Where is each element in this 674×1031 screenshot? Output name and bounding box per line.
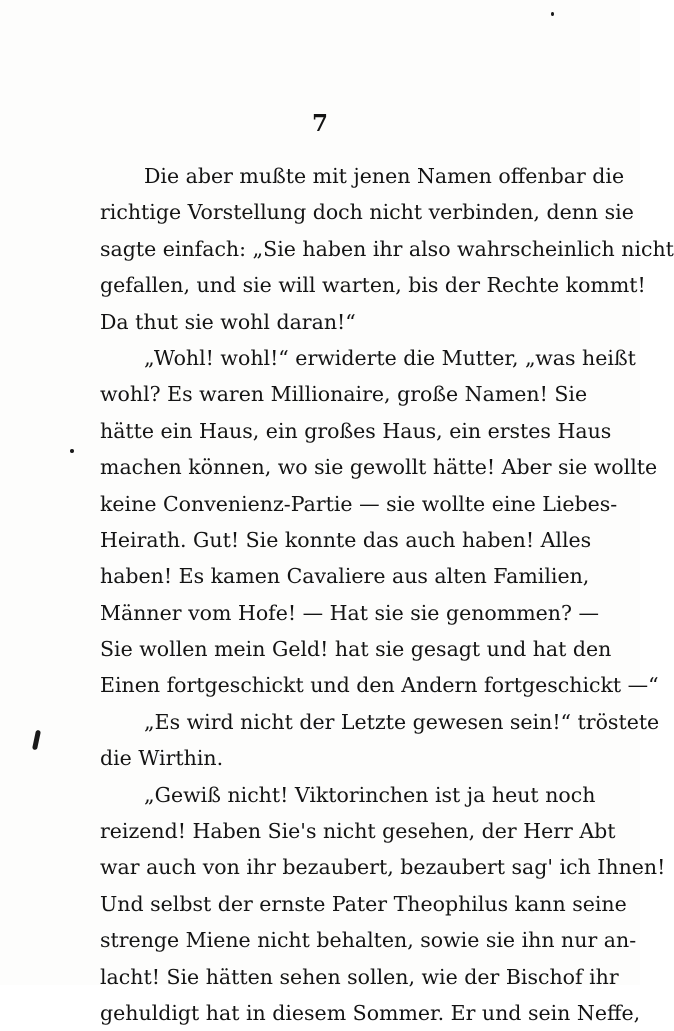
text-line: gehuldigt hat in diesem Sommer. Er und sein Neffe, — [100, 1000, 641, 1025]
text-line: wohl? Es waren Millionaire, große Namen! Sie — [100, 382, 588, 407]
ink-speck — [32, 730, 41, 751]
text-line: sagte einfach: „Sie haben ihr also wahrscheinlich nicht — [100, 236, 674, 261]
text-line: lacht! Sie hätten sehen sollen, wie der Bischof ihr — [100, 964, 619, 989]
text-line: Die aber mußte mit jenen Namen offenbar die — [144, 164, 625, 188]
text-line: hätte ein Haus, ein großes Haus, ein erstes Haus — [100, 418, 612, 443]
text-line: Heirath. Gut! Sie konnte das auch haben! Alles — [100, 527, 592, 552]
body-text — [100, 158, 674, 1031]
text-line: Einen fortgeschickt und den Andern fortgeschickt —“ — [100, 673, 659, 698]
text-line: richtige Vorstellung doch nicht verbinden, denn sie — [100, 200, 634, 225]
text-line: reizend! Haben Sie's nicht gesehen, der Herr Abt — [100, 819, 616, 844]
text-line: Sie wollen mein Geld! hat sie gesagt und hat den — [100, 637, 612, 662]
text-line: Und selbst der ernste Pater Theophilus kann seine — [100, 891, 627, 916]
text-line: strenge Miene nicht behalten, sowie sie ihn nur an- — [100, 928, 637, 953]
text-line: haben! Es kamen Cavaliere aus alten Familien, — [100, 564, 590, 589]
text-line: war auch von ihr bezaubert, bezaubert sag' ich Ihnen! — [100, 855, 666, 880]
text-line: die Wirthin. — [100, 746, 224, 771]
text-line: keine Convenienz-Partie — sie wollte eine Liebes- — [100, 491, 618, 516]
text-line: Männer vom Hofe! — Hat sie sie genommen? — — [100, 600, 599, 625]
text-line: „Es wird nicht der Letzte gewesen sein!“ tröstete — [144, 709, 660, 734]
page-number: 7 — [311, 110, 328, 137]
ink-speck — [70, 449, 74, 453]
text-line: gefallen, und sie will warten, bis der Rechte kommt! — [100, 273, 646, 298]
ink-speck — [551, 12, 554, 16]
text-line: „Wohl! wohl!“ erwiderte die Mutter, „was heißt — [144, 345, 636, 370]
text-line: Da thut sie wohl daran!“ — [100, 309, 356, 334]
text-line: „Gewiß nicht! Viktorinchen ist ja heut noch — [144, 782, 596, 807]
text-line: machen können, wo sie gewollt hätte! Aber sie wollte — [100, 455, 658, 480]
